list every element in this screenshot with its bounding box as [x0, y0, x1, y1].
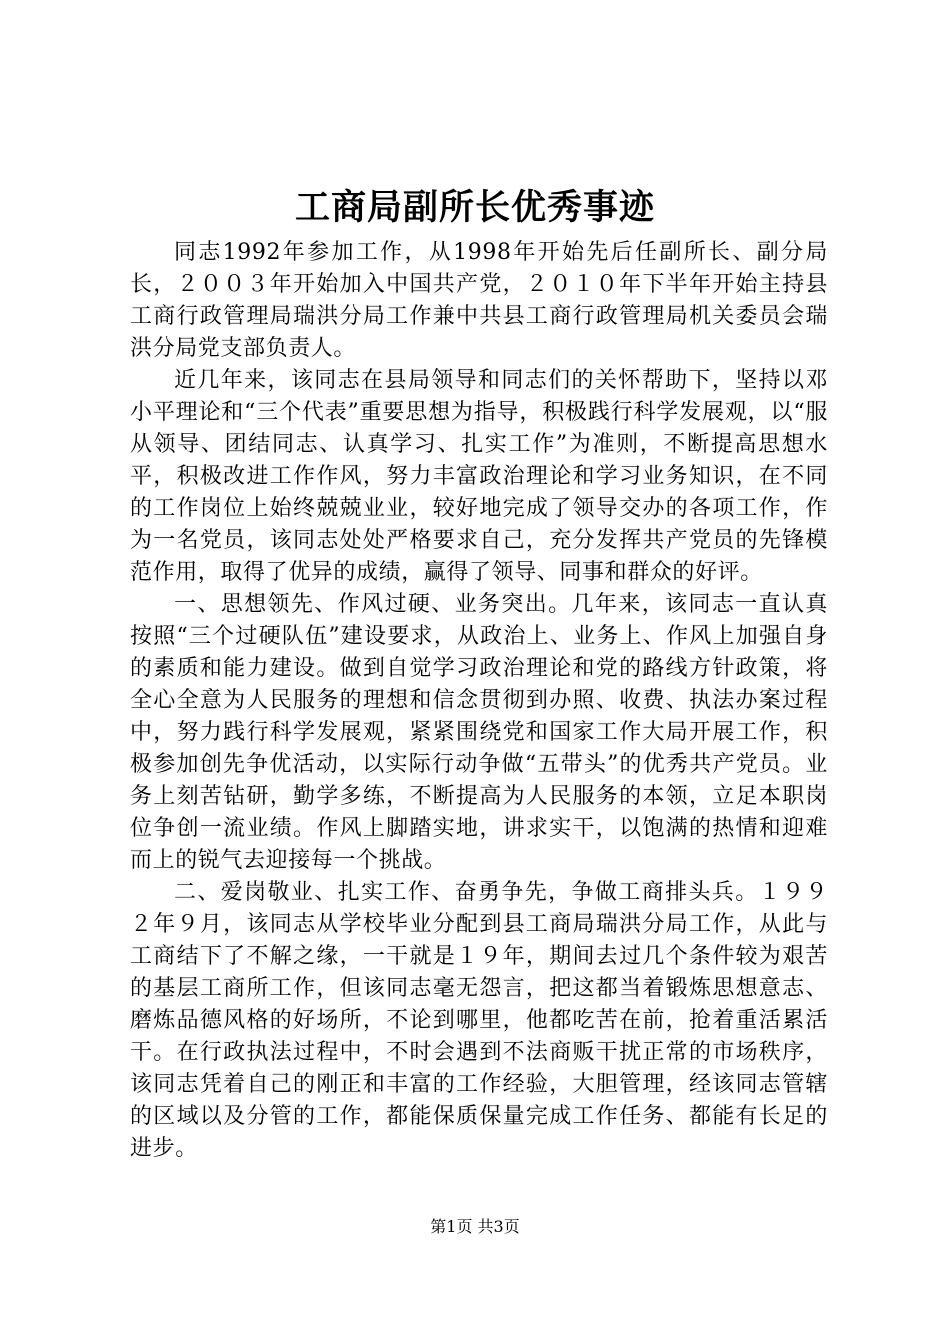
paragraph-intro: 同志1992年参加工作，从1998年开始先后任副所长、副分局长，２００３年开始加入中国共产党，２０１０年下半年开始主持县工商行政管理局瑞洪分局工作兼中共县工商行政管理局机关委员会瑞洪分局党支部负责人。 — [130, 240, 828, 361]
page-number-footer: 第1页 共3页 — [430, 1217, 520, 1236]
document-title: 工商局副所长优秀事迹 — [294, 187, 655, 228]
document-body — [130, 237, 828, 1165]
paragraph-recent-years: 近几年来，该同志在县局领导和同志们的关怀帮助下，坚持以邓小平理论和“三个代表”重要思想为指导，积极践行科学发展观，以“服从领导、团结同志、认真学习、扎实工作”为准则，不断提高思想水平，积极改进工作作风，努力丰富政治理论和学习业务知识，在不同的工作岗位上始终兢兢业业，较好地完成了领导交办的各项工作，作为一名党员，该同志处处严格要求自己，充分发挥共产党员的先锋模范作用，取得了优异的成绩，赢得了领导、同事和群众的好评。 — [130, 368, 828, 585]
paragraph-section-two: 二、爱岗敬业、扎实工作、奋勇争先，争做工商排头兵。１９９２年９月，该同志从学校毕业分配到县工商局瑞洪分局工作，从此与工商结下了不解之缘，一干就是１９年，期间去过几个条件较为艰苦的基层工商所工作，但该同志毫无怨言，把这都当着锻炼思想意志、磨炼品德风格的好场所，不论到哪里，他都吃苦在前，抢着重活累活干。在行政执法过程中，不时会遇到不法商贩干扰正常的市场秩序，该同志凭着自己的刚正和丰富的工作经验，大胆管理，经该同志管辖的区域以及分管的工作，都能保质保量完成工作任务、都能有长足的进步。 — [130, 880, 828, 1161]
paragraph-section-one: 一、思想领先、作风过硬、业务突出。几年来，该同志一直认真按照“三个过硬队伍”建设要求，从政治上、业务上、作风上加强自身的素质和能力建设。做到自觉学习政治理论和党的路线方针政策，将全心全意为人民服务的理想和信念贯彻到办照、收费、执法办案过程中，努力践行科学发展观，紧紧围绕党和国家工作大局开展工作，积极参加创先争优活动，以实际行动争做“五带头”的优秀共产党员。业务上刻苦钻研，勤学多练，不断提高为人民服务的本领，立足本职岗位争创一流业绩。作风上脚踏实地，讲求实干，以饱满的热情和迎难而上的锐气去迎接每一个挑战。 — [130, 592, 828, 873]
